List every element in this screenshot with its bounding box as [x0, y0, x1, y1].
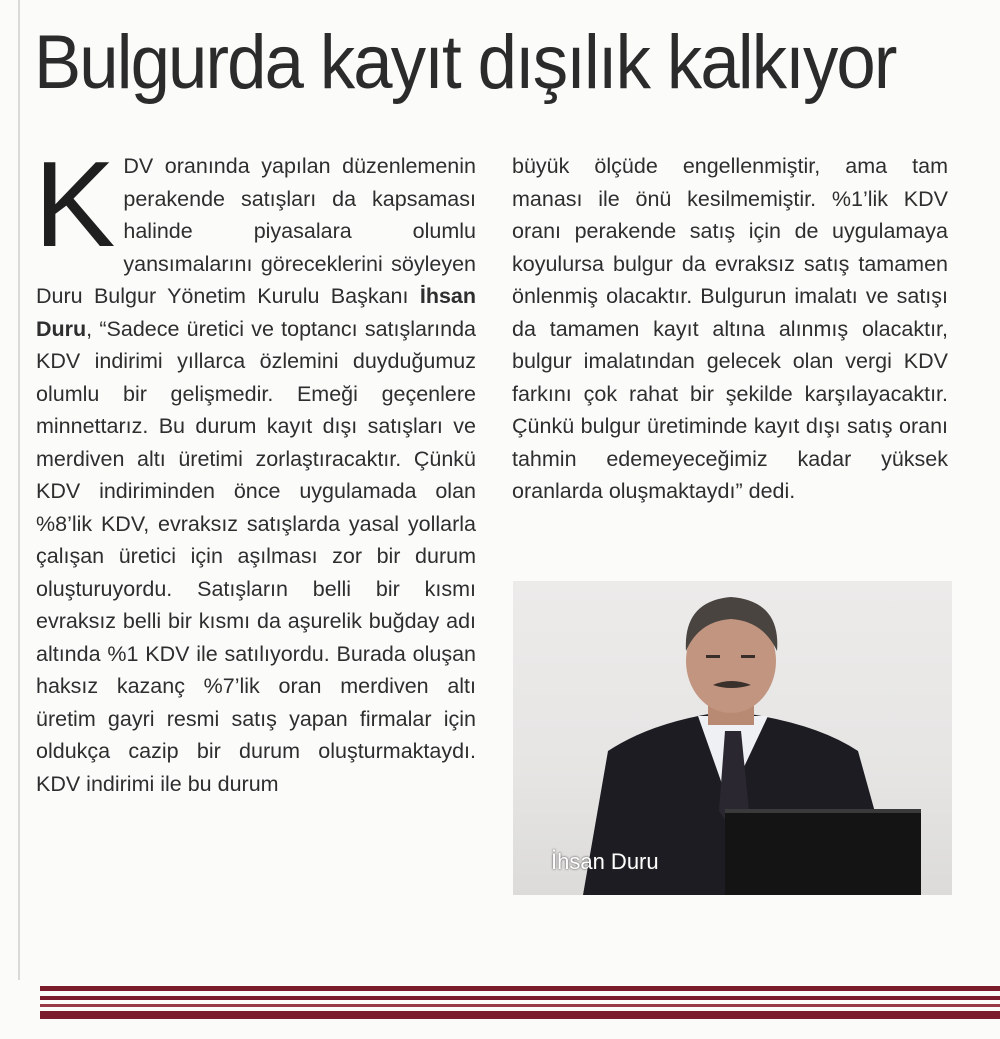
- drop-cap: K: [34, 136, 116, 272]
- photo-caption: İhsan Duru: [551, 849, 659, 874]
- decorative-stripe: [40, 1004, 1000, 1007]
- page-edge-shadow: [18, 0, 20, 980]
- portrait-illustration: [513, 581, 952, 895]
- decorative-stripe: [40, 996, 1000, 1000]
- article-paragraph: [34, 136, 476, 800]
- intro-text: DV oranında yapılan düzenlemenin perakende satışları da kapsaması halinde piyasalara olumlu yansımalarını göreceklerini söyleyen Duru Bulgur Yönetim Kurulu Başkanı: [36, 154, 476, 308]
- article-column-right: [512, 150, 948, 508]
- person-name: İhsan Duru: [36, 284, 476, 341]
- quote-text: , “Sadece üretici ve toptancı satışlarında KDV indirimi yıllarca özlemini duyduğumuz olumlu bir gelişmedir. Emeği geçenlere minnettarız. Bu durum kayıt dışı satışları ve merdiven altı üretimi zorlaştıracaktır. Çünkü KDV indiriminden önce uygulamada olan %8’lik KDV, evraksız satışlarda yasal yollarla çalışan üretici için aşılması zor bir durum oluşturuyordu. Satışların belli bir kısmı evraksız belli bir kısmı da aşurelik buğday adı altında %1 KDV ile satılıyordu. Burada oluşan haksız kazanç %7’lik oran merdiven altı üretim gayri resmi satış yapan firmalar için oldukça cazip bir durum oluşturmaktaydı. KDV indirimi ile bu durum: [36, 316, 476, 796]
- article-paragraph-continued: büyük ölçüde engellenmiştir, ama tam manası ile önü kesilmemiştir. %1’lik KDV oranı perakende satış için de uygulamaya koyulursa bulgur da evraksız satış tamamen önlenmiş olacaktır. Bulgurun imalatı ve satışı da tamamen kayıt altına alınmış olacaktır, bulgur imalatından gelecek olan vergi KDV farkını çok rahat bir şekilde karşılayacaktır. Çünkü bulgur üretiminde kayıt dışı satış oranı tahmin edemeyeceğimiz kadar yüksek oranlarda oluşmaktaydı” dedi.: [512, 154, 948, 503]
- article-column-left: [34, 136, 476, 800]
- portrait-photo: [513, 581, 952, 895]
- article-headline: Bulgurda kayıt dışılık kalkıyor: [34, 20, 896, 105]
- decorative-stripe: [40, 1011, 1000, 1019]
- decorative-stripe: [40, 986, 1000, 991]
